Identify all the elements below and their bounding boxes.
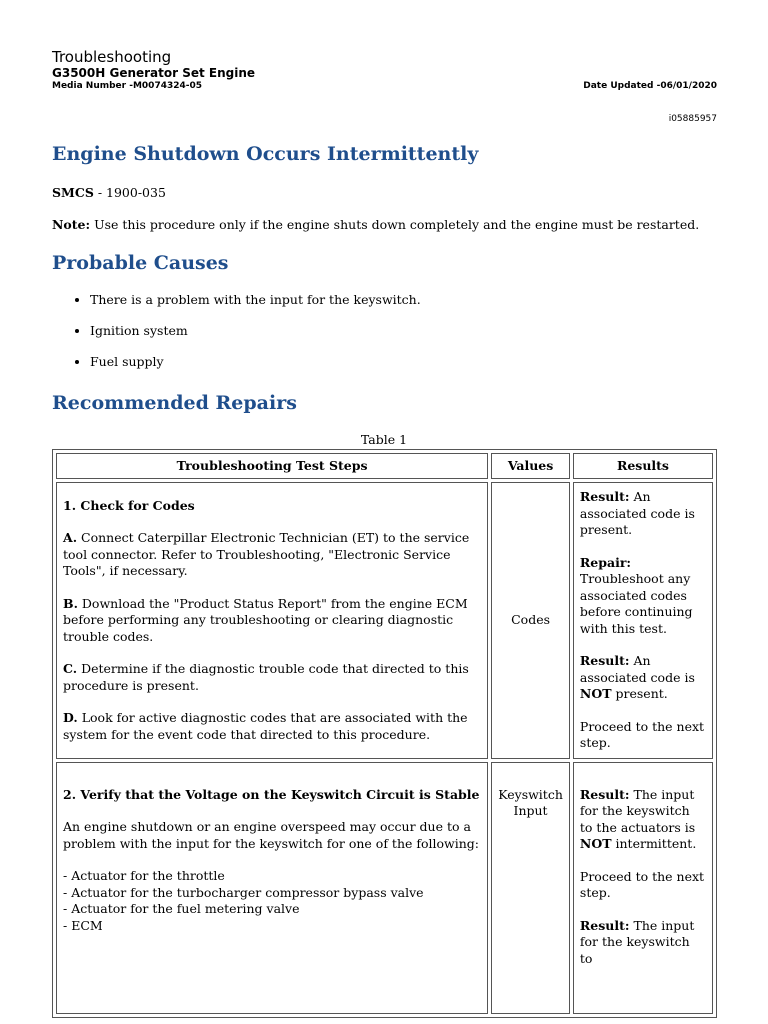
step-text: Look for active diagnostic codes that are associated with the system for the event code that directed to this procedure. xyxy=(63,710,468,742)
probable-causes-list xyxy=(52,292,421,385)
repair-text: Troubleshoot any associated codes before continuing with this test. xyxy=(579,571,693,636)
list-item: • Fuel supply xyxy=(90,354,421,370)
header-title: Troubleshooting xyxy=(52,48,172,66)
step-title: 2. Verify that the Voltage on the Keyswitch Circuit is Stable xyxy=(63,786,480,802)
document-id: i05885957 xyxy=(668,114,717,124)
list-item: - Actuator for the turbocharger compressor bypass valve xyxy=(63,884,424,900)
result-text: The input for the keyswitch to the actuators is xyxy=(579,786,696,835)
step-text: Determine if the diagnostic trouble code that directed to this procedure is present. xyxy=(63,661,469,693)
media-number: Media Number -M0074324-05 xyxy=(52,81,203,91)
list-item: - ECM xyxy=(63,917,103,933)
step-cell xyxy=(56,482,488,759)
date-updated: Date Updated -06/01/2020 xyxy=(583,81,717,91)
step-text: Connect Caterpillar Electronic Technician (ET) to the service tool connector. Refer to Troubleshooting, "Electronic Service Tools", if necessary. xyxy=(63,530,470,578)
column-header-steps: Troubleshooting Test Steps xyxy=(56,453,488,479)
recommended-repairs-heading: Recommended Repairs xyxy=(52,392,297,414)
step-text: Download the "Product Status Report" from the engine ECM before performing any troubleshooting or clearing diagnostic trouble codes. xyxy=(63,595,468,644)
header-subtitle: G3500H Generator Set Engine xyxy=(52,66,256,80)
troubleshooting-table xyxy=(52,449,717,1018)
result-label: Result: xyxy=(579,489,630,504)
result-label: Result: xyxy=(579,786,630,802)
proceed-text: Proceed to the next step. xyxy=(579,718,705,750)
step-label: D. xyxy=(63,710,78,725)
smcs-line xyxy=(52,185,166,200)
note-line xyxy=(52,217,699,232)
step-label: C. xyxy=(63,661,78,676)
result-text: present. xyxy=(611,686,668,701)
result-label: Result: xyxy=(579,653,630,668)
step-cell xyxy=(56,762,488,1014)
list-item: • Ignition system xyxy=(90,323,421,339)
table-header-row xyxy=(56,453,713,479)
note-text: Use this procedure only if the engine shuts down completely and the engine must be restarted. xyxy=(90,217,700,232)
column-header-results: Results xyxy=(573,453,713,479)
table-row xyxy=(56,762,713,1014)
list-item: • There is a problem with the input for the keyswitch. xyxy=(90,292,421,308)
step-label: A. xyxy=(63,530,78,545)
not-emphasis: NOT xyxy=(579,836,612,851)
result-cell xyxy=(573,762,713,1014)
page-title: Engine Shutdown Occurs Intermittently xyxy=(52,143,479,165)
result-label: Result: xyxy=(579,917,630,933)
step-label: B. xyxy=(63,595,78,611)
smcs-label: SMCS xyxy=(52,185,94,200)
value-cell: Codes xyxy=(491,482,570,759)
result-text: The input for the keyswitch to xyxy=(579,917,695,966)
proceed-text: Proceed to the next step. xyxy=(579,868,705,900)
table-caption: Table 1 xyxy=(360,432,408,447)
table-row xyxy=(56,482,713,759)
repair-label: Repair: xyxy=(579,554,632,570)
step-intro: An engine shutdown or an engine overspeed may occur due to a problem with the input for the keyswitch for one of the following: xyxy=(63,819,480,851)
step-title: 1. Check for Codes xyxy=(63,497,195,513)
list-item: - Actuator for the throttle xyxy=(63,868,225,883)
note-label: Note: xyxy=(52,217,91,232)
result-text: intermittent. xyxy=(611,836,697,851)
smcs-value: - 1900-035 xyxy=(93,185,166,200)
result-text: An associated code is xyxy=(579,653,695,685)
result-text: An associated code is present. xyxy=(579,489,695,537)
column-header-values: Values xyxy=(491,453,570,479)
result-cell xyxy=(573,482,713,759)
list-item: - Actuator for the fuel metering valve xyxy=(63,901,300,916)
value-cell: Keyswitch Input xyxy=(491,762,570,1014)
probable-causes-heading: Probable Causes xyxy=(52,252,229,274)
not-emphasis: NOT xyxy=(579,686,612,701)
